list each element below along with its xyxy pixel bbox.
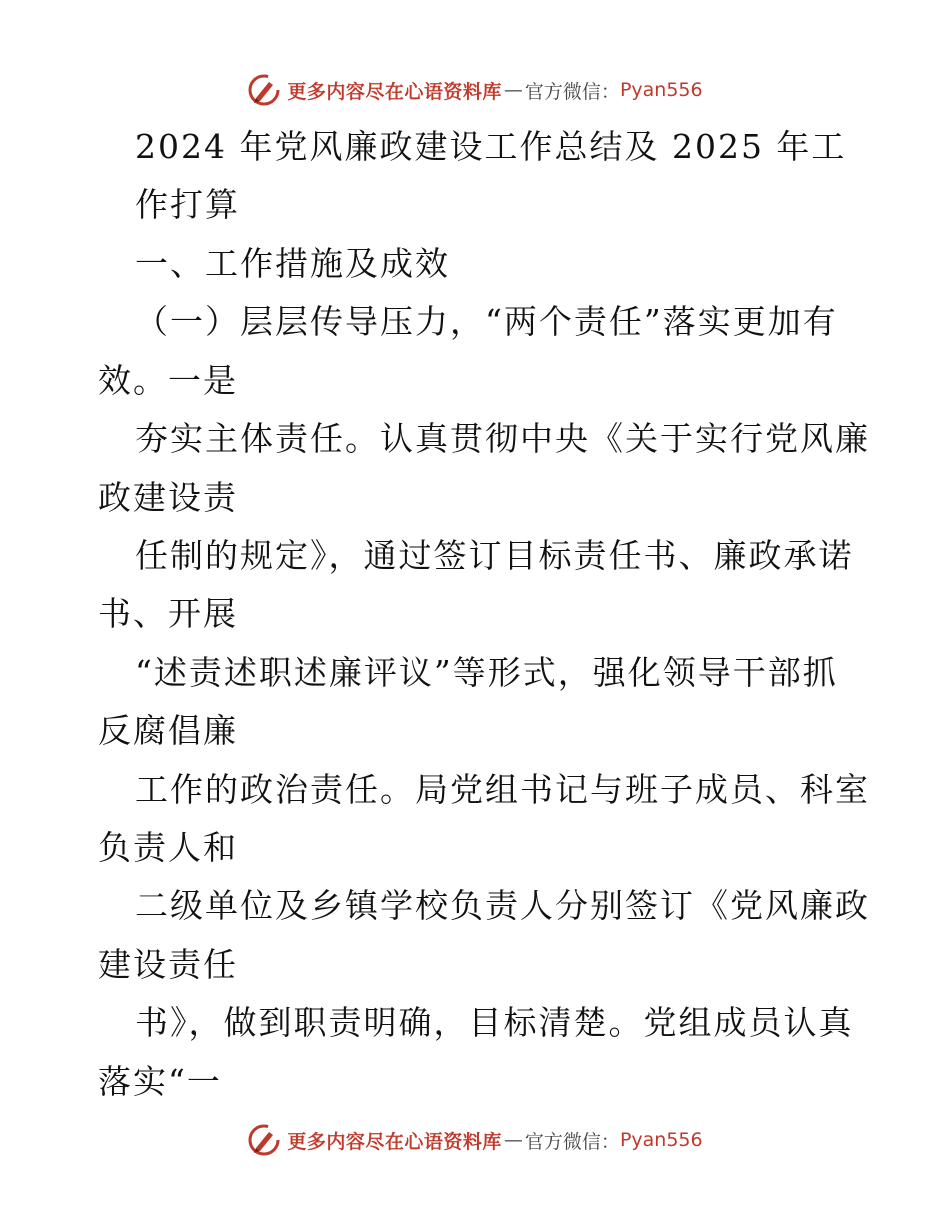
body-line: 书、开展 (98, 594, 238, 633)
watermark-text: 更多内容尽在心语资料库 (287, 1130, 502, 1153)
watermark-separator: — (503, 1129, 523, 1151)
body-line: 效。一是 (98, 361, 238, 400)
watermark-wechat-label: 官方微信： (524, 80, 620, 103)
body-line: 落实“一 (98, 1062, 222, 1101)
footer-watermark (0, 1120, 950, 1160)
watermark-wechat-id: Pyan556 (619, 1129, 703, 1151)
watermark-wechat-id: Pyan556 (619, 79, 703, 101)
body-line: 书》，做到职责明确，目标清楚。党组成员认真 (135, 1003, 854, 1042)
body-line: 工作的政治责任。局党组书记与班子成员、科室 (135, 770, 870, 809)
body-line: （一）层层传导压力，“两个责任”落实更加有 (135, 302, 838, 341)
header-watermark (0, 70, 950, 110)
watermark-text: 更多内容尽在心语资料库 (287, 80, 502, 103)
body-line: 二级单位及乡镇学校负责人分别签订《党风廉政 (135, 886, 870, 925)
pen-circle-logo-icon (247, 73, 281, 107)
title-line-1: 2024 年党风廉政建设工作总结及 2025 年工 (135, 127, 847, 166)
pen-circle-logo-icon (247, 1123, 281, 1157)
body-line: 夯实主体责任。认真贯彻中央《关于实行党风廉 (135, 419, 870, 458)
body-line: 负责人和 (98, 828, 238, 867)
watermark-separator: — (503, 79, 523, 101)
body-line: 政建设责 (98, 478, 238, 517)
body-line: 任制的规定》，通过签订目标责任书、廉政承诺 (135, 536, 854, 575)
body-line: 反腐倡廉 (98, 711, 238, 750)
body-line: 建设责任 (98, 945, 238, 984)
title-line-2: 作打算 (135, 185, 240, 224)
watermark-wechat-label: 官方微信： (524, 1130, 620, 1153)
body-line: “述责述职述廉评议”等形式，强化领导干部抓 (135, 653, 838, 692)
section-heading: 一、工作措施及成效 (135, 244, 450, 283)
